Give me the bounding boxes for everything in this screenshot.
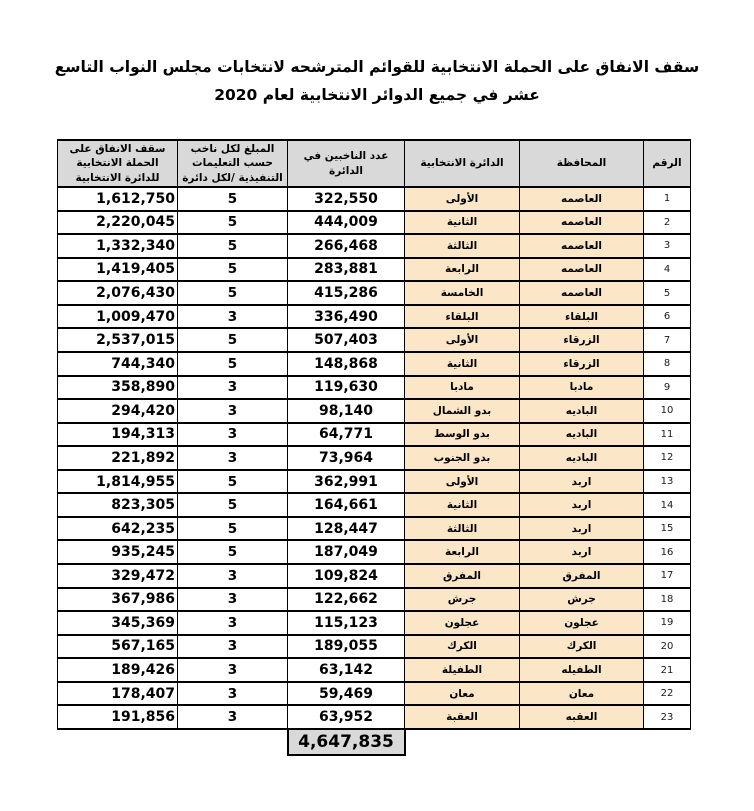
cap-cell: 329,472	[58, 564, 178, 588]
cap-cell: 345,369	[58, 611, 178, 635]
table-row	[58, 635, 691, 659]
governorate-cell: العاصمه	[520, 258, 644, 282]
district-cell: الثانية	[405, 352, 520, 376]
voters-cell: 128,447	[288, 517, 405, 541]
rate-cell: 3	[178, 658, 288, 682]
district-cell: جرش	[405, 588, 520, 612]
table-row	[58, 234, 691, 258]
cap-cell: 642,235	[58, 517, 178, 541]
cap-cell: 178,407	[58, 682, 178, 706]
cap-cell: 294,420	[58, 399, 178, 423]
governorate-cell: الزرقاء	[520, 352, 644, 376]
cap-cell: 744,340	[58, 352, 178, 376]
cap-cell: 823,305	[58, 493, 178, 517]
table-row	[58, 517, 691, 541]
district-cell: بدو الوسط	[405, 423, 520, 447]
governorate-cell: اربد	[520, 517, 644, 541]
row-number-cell: 13	[644, 470, 691, 494]
district-cell: الثالثة	[405, 234, 520, 258]
district-cell: الأولى	[405, 187, 520, 211]
governorate-cell: العاصمه	[520, 211, 644, 235]
voters-cell: 283,881	[288, 258, 405, 282]
governorate-cell: العقبه	[520, 705, 644, 729]
governorate-cell: الطفيله	[520, 658, 644, 682]
row-number-cell: 23	[644, 705, 691, 729]
district-cell: الخامسة	[405, 281, 520, 305]
district-cell: الأولى	[405, 470, 520, 494]
rate-cell: 3	[178, 705, 288, 729]
row-number-cell: 18	[644, 588, 691, 612]
cap-cell: 935,245	[58, 540, 178, 564]
row-number-cell: 14	[644, 493, 691, 517]
row-number-cell: 20	[644, 635, 691, 659]
district-cell: الثانية	[405, 493, 520, 517]
row-number-cell: 15	[644, 517, 691, 541]
total-row-spacer	[178, 729, 288, 755]
table-row	[58, 211, 691, 235]
voters-cell: 115,123	[288, 611, 405, 635]
rate-cell: 3	[178, 682, 288, 706]
rate-cell: 5	[178, 470, 288, 494]
rate-cell: 5	[178, 517, 288, 541]
rate-cell: 3	[178, 564, 288, 588]
table-row	[58, 564, 691, 588]
table-row	[58, 682, 691, 706]
total-row-spacer	[405, 729, 520, 755]
header-governorate: المحافظة	[520, 140, 644, 187]
voters-cell: 148,868	[288, 352, 405, 376]
rate-cell: 5	[178, 352, 288, 376]
table-row	[58, 588, 691, 612]
rate-cell: 5	[178, 234, 288, 258]
cap-cell: 2,220,045	[58, 211, 178, 235]
table-row	[58, 540, 691, 564]
table-row	[58, 305, 691, 329]
rate-cell: 3	[178, 635, 288, 659]
total-row-spacer	[58, 729, 178, 755]
voters-cell: 322,550	[288, 187, 405, 211]
table-row	[58, 328, 691, 352]
header-district: الدائرة الانتخابية	[405, 140, 520, 187]
total-row-spacer	[520, 729, 644, 755]
rate-cell: 3	[178, 611, 288, 635]
rate-cell: 3	[178, 588, 288, 612]
voters-cell: 444,009	[288, 211, 405, 235]
cap-cell: 1,814,955	[58, 470, 178, 494]
row-number-cell: 1	[644, 187, 691, 211]
voters-cell: 266,468	[288, 234, 405, 258]
cap-cell: 191,856	[58, 705, 178, 729]
table-row	[58, 446, 691, 470]
table-row	[58, 376, 691, 400]
voters-cell: 164,661	[288, 493, 405, 517]
district-cell: الرابعة	[405, 258, 520, 282]
district-cell: مادبا	[405, 376, 520, 400]
row-number-cell: 12	[644, 446, 691, 470]
rate-cell: 5	[178, 211, 288, 235]
voters-cell: 122,662	[288, 588, 405, 612]
row-number-cell: 6	[644, 305, 691, 329]
cap-cell: 2,076,430	[58, 281, 178, 305]
row-number-cell: 11	[644, 423, 691, 447]
table-body	[58, 187, 691, 729]
header-voters: عدد الناخبين في الدائرة	[288, 140, 405, 187]
district-cell: الرابعة	[405, 540, 520, 564]
governorate-cell: الزرقاء	[520, 328, 644, 352]
voters-cell: 362,991	[288, 470, 405, 494]
governorate-cell: المفرق	[520, 564, 644, 588]
governorate-cell: عجلون	[520, 611, 644, 635]
district-cell: الأولى	[405, 328, 520, 352]
district-cell: الطفيلة	[405, 658, 520, 682]
district-cell: عجلون	[405, 611, 520, 635]
governorate-cell: البلقاء	[520, 305, 644, 329]
governorate-cell: العاصمه	[520, 187, 644, 211]
table-row	[58, 470, 691, 494]
row-number-cell: 9	[644, 376, 691, 400]
rate-cell: 3	[178, 399, 288, 423]
rate-cell: 3	[178, 376, 288, 400]
governorate-cell: الكرك	[520, 635, 644, 659]
voters-cell: 187,049	[288, 540, 405, 564]
governorate-cell: العاصمه	[520, 281, 644, 305]
row-number-cell: 10	[644, 399, 691, 423]
district-cell: المفرق	[405, 564, 520, 588]
cap-cell: 2,537,015	[58, 328, 178, 352]
voters-cell: 63,952	[288, 705, 405, 729]
governorate-cell: جرش	[520, 588, 644, 612]
voters-cell: 73,964	[288, 446, 405, 470]
governorate-cell: الباديه	[520, 399, 644, 423]
row-number-cell: 22	[644, 682, 691, 706]
district-cell: العقبة	[405, 705, 520, 729]
cap-cell: 1,612,750	[58, 187, 178, 211]
cap-cell: 358,890	[58, 376, 178, 400]
table-row	[58, 281, 691, 305]
voters-cell: 336,490	[288, 305, 405, 329]
table-row	[58, 258, 691, 282]
governorate-cell: العاصمه	[520, 234, 644, 258]
voters-cell: 119,630	[288, 376, 405, 400]
row-number-cell: 8	[644, 352, 691, 376]
governorate-cell: اربد	[520, 470, 644, 494]
rate-cell: 5	[178, 328, 288, 352]
cap-cell: 1,332,340	[58, 234, 178, 258]
voters-cell: 507,403	[288, 328, 405, 352]
cap-cell: 194,313	[58, 423, 178, 447]
district-cell: البلقاء	[405, 305, 520, 329]
voters-cell: 59,469	[288, 682, 405, 706]
table-row	[58, 352, 691, 376]
cap-cell: 1,419,405	[58, 258, 178, 282]
rate-cell: 3	[178, 423, 288, 447]
cap-cell: 189,426	[58, 658, 178, 682]
district-cell: الثالثة	[405, 517, 520, 541]
table-row	[58, 705, 691, 729]
row-number-cell: 19	[644, 611, 691, 635]
governorate-cell: اربد	[520, 540, 644, 564]
district-cell: بدو الجنوب	[405, 446, 520, 470]
total-voters-cell: 4,647,835	[288, 729, 405, 755]
voters-cell: 189,055	[288, 635, 405, 659]
header-row	[58, 140, 691, 187]
total-row	[58, 729, 691, 755]
spending-cap-table	[57, 139, 691, 756]
header-number: الرقم	[644, 140, 691, 187]
district-cell: الكرك	[405, 635, 520, 659]
voters-cell: 63,142	[288, 658, 405, 682]
governorate-cell: الباديه	[520, 446, 644, 470]
row-number-cell: 3	[644, 234, 691, 258]
voters-cell: 98,140	[288, 399, 405, 423]
row-number-cell: 17	[644, 564, 691, 588]
table-row	[58, 187, 691, 211]
row-number-cell: 16	[644, 540, 691, 564]
table-row	[58, 399, 691, 423]
row-number-cell: 21	[644, 658, 691, 682]
voters-cell: 109,824	[288, 564, 405, 588]
rate-cell: 5	[178, 493, 288, 517]
table-row	[58, 611, 691, 635]
total-row-spacer	[644, 729, 691, 755]
cap-cell: 1,009,470	[58, 305, 178, 329]
district-cell: الثانية	[405, 211, 520, 235]
rate-cell: 3	[178, 446, 288, 470]
rate-cell: 5	[178, 187, 288, 211]
cap-cell: 221,892	[58, 446, 178, 470]
voters-cell: 64,771	[288, 423, 405, 447]
district-cell: بدو الشمال	[405, 399, 520, 423]
row-number-cell: 2	[644, 211, 691, 235]
voters-cell: 415,286	[288, 281, 405, 305]
row-number-cell: 7	[644, 328, 691, 352]
header-rate: المبلغ لكل ناخب حسب التعليمات التنفيذية /لكل دائرة	[178, 140, 288, 187]
cap-cell: 567,165	[58, 635, 178, 659]
table-row	[58, 658, 691, 682]
rate-cell: 5	[178, 258, 288, 282]
rate-cell: 5	[178, 281, 288, 305]
governorate-cell: الباديه	[520, 423, 644, 447]
governorate-cell: اربد	[520, 493, 644, 517]
page-title: سقف الانفاق على الحملة الانتخابية للقوائم المترشحه لانتخابات مجلس النواب التاسع عشر في جميع الدوائر الانتخابية لعام 2020	[54, 58, 700, 104]
table-row	[58, 423, 691, 447]
governorate-cell: مادبا	[520, 376, 644, 400]
district-cell: معان	[405, 682, 520, 706]
rate-cell: 3	[178, 305, 288, 329]
cap-cell: 367,986	[58, 588, 178, 612]
table-row	[58, 493, 691, 517]
header-cap: سقف الانفاق على الحملة الانتخابية للدائرة الانتخابية	[58, 140, 178, 187]
row-number-cell: 5	[644, 281, 691, 305]
governorate-cell: معان	[520, 682, 644, 706]
rate-cell: 5	[178, 540, 288, 564]
row-number-cell: 4	[644, 258, 691, 282]
